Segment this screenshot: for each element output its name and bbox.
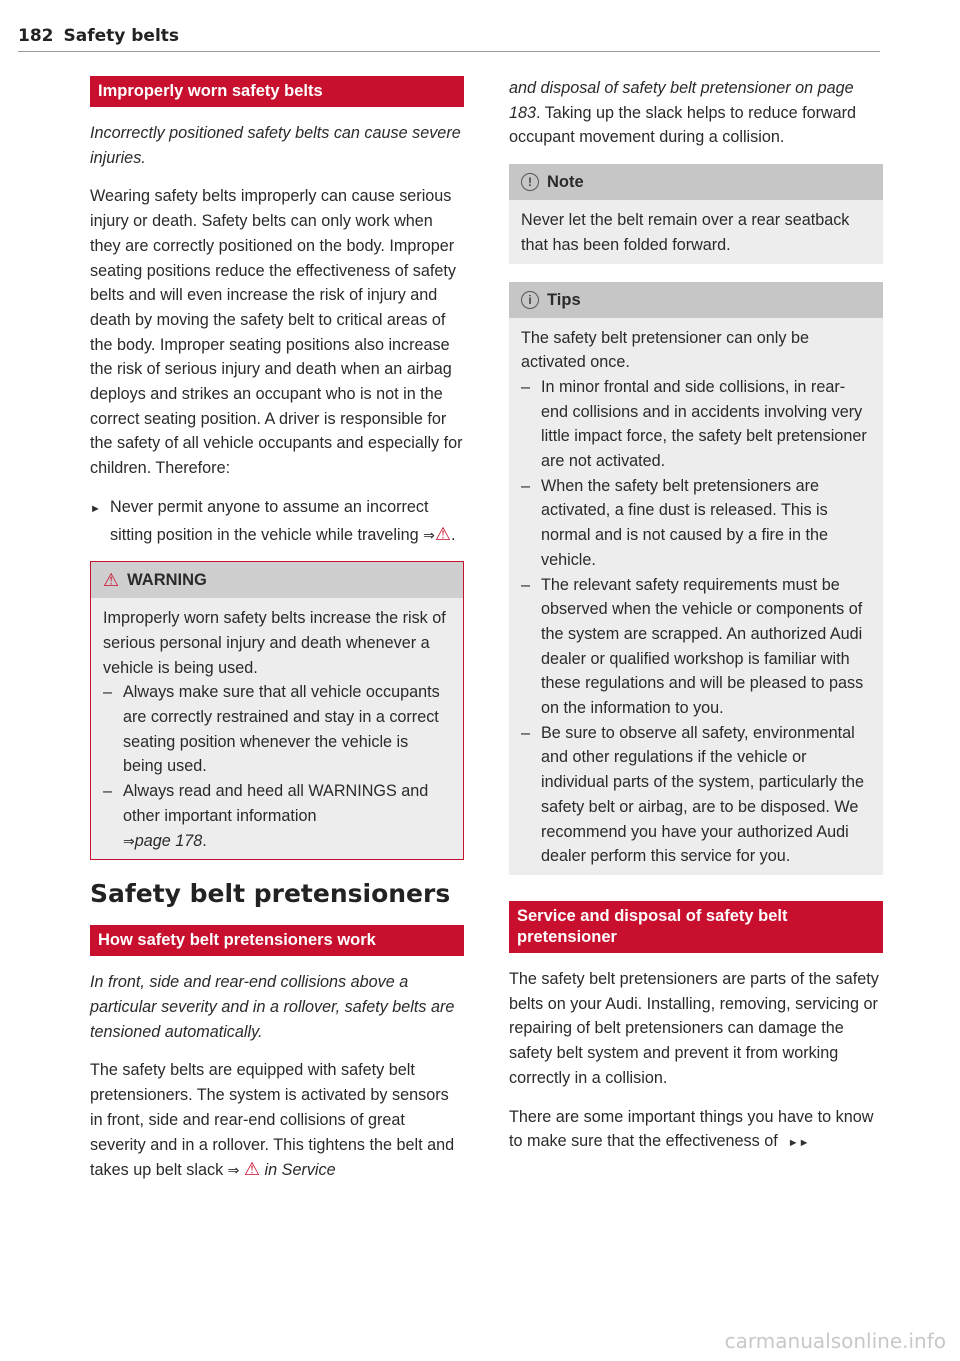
note-box-header xyxy=(509,164,883,200)
reference-arrow-icon: ⇒ xyxy=(123,832,135,849)
reference-arrow-icon: ⇒ xyxy=(423,526,435,543)
warning-triangle-icon: ⚠ xyxy=(103,570,120,591)
page-header xyxy=(18,26,880,52)
paragraph-improperly-worn: Wearing safety belts improperly can cause serious injury or death. Safety belts can only work when they are correctly positioned on the body. Improper seating positions reduce the effectiveness of safety belts and will even increase the risk of injury and death by moving the safety belt to critical areas of the body. Improper seating positions also increase the risk of serious injury and death when an airbag deploys and strikes an occupant who is not in the correct seating position. A driver is responsible for the safety of all vehicle occupants and especially for children. Therefore: xyxy=(90,187,463,478)
info-circle-icon: i xyxy=(521,291,539,309)
paragraph-service-2: There are some important things you have to know to make sure that the effectiveness of ►► xyxy=(509,1105,883,1156)
warning-item: – Always make sure that all vehicle occupants are correctly restrained and stay in a correct seating position whenever the vehicle is being used. xyxy=(103,683,440,776)
tips-box-body xyxy=(509,318,883,875)
note-title: Note xyxy=(547,173,584,192)
note-text: Never let the belt remain over a rear seatback that has been folded forward. xyxy=(521,211,850,254)
warning-item: – Always read and heed all WARNINGS and other important information ⇒page 178. xyxy=(103,782,429,850)
warning-text: Improperly worn safety belts increase the risk of serious personal injury and death whenever a vehicle is being used. xyxy=(103,609,446,677)
heading-improperly-worn: Improperly worn safety belts xyxy=(90,76,464,107)
tips-item: – The relevant safety requirements must be observed when the vehicle or components of the system are scrapped. An authorized Audi dealer or qualified workshop is familiar with these regulations and will be pleased to pass on the information to you. xyxy=(521,575,864,718)
tips-intro: The safety belt pretensioner can only be activated once. xyxy=(521,328,809,372)
lead-how-pretensioners-work: In front, side and rear-end collisions above a particular severity and in a rollover, safety belts are tensioned automatically. xyxy=(90,973,455,1041)
warning-title: WARNING xyxy=(127,571,207,590)
note-box xyxy=(509,164,883,263)
triangle-bullet-icon: ► xyxy=(90,502,101,515)
lead-improperly-worn: Incorrectly positioned safety belts can cause severe injuries. xyxy=(90,124,461,167)
watermark: carmanualsonline.info xyxy=(724,1329,946,1353)
reference-arrow-icon: ⇒ xyxy=(227,1162,240,1179)
warning-triangle-icon[interactable]: ⚠ xyxy=(243,1159,261,1180)
page-number: 182 xyxy=(18,26,54,46)
paragraph-service-1: The safety belt pretensioners are parts of the safety belts on your Audi. Installing, removing, servicing or repairing of belt pretensioners can damage the safety belt system and prevent it from working correctly in a collision. xyxy=(509,969,879,1087)
warning-box xyxy=(90,561,464,860)
tips-title: Tips xyxy=(547,290,581,309)
section-title: Safety belts xyxy=(63,26,180,46)
paragraph-continued: and disposal of safety belt pretensioner on page 183. Taking up the slack helps to reduce forward occupant movement during a collision. xyxy=(509,79,857,147)
continue-arrow-icon: ►► xyxy=(787,1137,810,1150)
section-heading-pretensioners: Safety belt pretensioners xyxy=(90,879,451,909)
exclamation-circle-icon: ! xyxy=(521,173,539,191)
tips-box-header xyxy=(509,282,883,318)
tips-item: – In minor frontal and side collisions, in rear-end collisions and in accidents involving very little impact force, the safety belt pretensioner are not activated. xyxy=(521,377,867,471)
heading-how-pretensioners-work: How safety belt pretensioners work xyxy=(90,925,464,956)
paragraph-how-pretensioners-work: The safety belts are equipped with safety belt pretensioners. The system is activated by sensors in front, side and rear-end collisions of great severity and in a rollover. This tightens the belt and takes up belt slack ⇒ ⚠ in Service xyxy=(90,1061,455,1180)
left-column xyxy=(90,76,464,1197)
tips-item: – Be sure to observe all safety, environmental and other regulations if the vehicle or individual parts of the system, particularly the safety belt or airbag, are to be disposed. We recommend you have your authorized Audi dealer perform this service for you. xyxy=(521,723,864,866)
right-column xyxy=(509,76,883,1170)
bullet-text: Never permit anyone to assume an incorrect sitting position in the vehicle while traveling xyxy=(110,497,429,544)
page-reference-link[interactable]: and disposal of safety belt pretensioner on page 183 xyxy=(509,79,854,122)
note-box-body xyxy=(509,200,883,263)
tips-box xyxy=(509,282,883,875)
warning-box-header xyxy=(91,562,463,598)
heading-service-disposal: Service and disposal of safety belt pretensioner xyxy=(509,901,883,953)
service-reference-link[interactable]: in Service xyxy=(264,1161,336,1180)
page-reference-link[interactable]: page 178 xyxy=(134,831,203,850)
action-bullet: ► Never permit anyone to assume an incorrect sitting position in the vehicle while traveling ⇒⚠. xyxy=(90,497,456,544)
warning-triangle-icon[interactable]: ⚠ xyxy=(434,523,452,544)
warning-box-body xyxy=(91,598,463,859)
tips-item: – When the safety belt pretensioners are activated, a fine dust is released. This is normal and is not caused by a fire in the vehicle. xyxy=(521,476,829,569)
